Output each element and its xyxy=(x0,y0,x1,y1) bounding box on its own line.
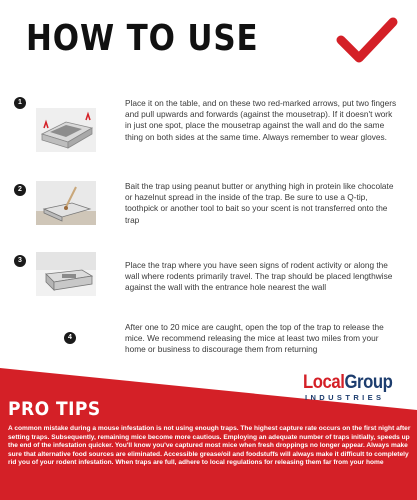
step-1-number-badge: 1 xyxy=(14,97,26,109)
company-logo xyxy=(303,372,413,402)
step-3-text: Place the trap where you have seen signs of rodent activity or along the wall where rodents primarily travel. The trap should be placed lengthwise against the wall with the entrance hole nearest the wall xyxy=(125,260,393,293)
step-2-text: Bait the trap using peanut butter or anything high in protein like chocolate or hazelnut spread in the inside of the trap. Be sure to use a Q-tip, toothpick or another tool to bait so your scent is not transferred onto the trap xyxy=(125,181,394,225)
step-2-number-badge: 2 xyxy=(14,184,26,196)
page-title: HOW TO USE xyxy=(26,18,259,59)
step-4-text: After one to 20 mice are caught, open the top of the trap to release the mice. We recommend releasing the mice at least two miles from your home or business to discourage them from returning xyxy=(125,322,384,355)
step-3-number-badge: 3 xyxy=(14,255,26,267)
step-1-text: Place it on the table, and on these two red-marked arrows, put two fingers and pull upwards and forwards (against the mousetrap). If it doesn't work in just one spot, place the mousetrap against the wall and do the same thing on both sides at the same time. Always remember to wear gloves. xyxy=(125,98,397,142)
step-4-number-badge: 4 xyxy=(64,332,76,344)
logo-subtitle: INDUSTRIES xyxy=(305,393,385,402)
logo-word-local: Local xyxy=(303,372,345,393)
pro-tips-text: A common mistake during a mouse infestation is not using enough traps. The highest capture rate occurs on the first night after setting traps. Subsequently, remaining mice become more cautious. Employing an adequate number of traps initially, speeds up the end of the infestation quicker. You'll know you've captured most mice when fresh droppings no longer appear. Always make sure that alternative food sources are eliminated. Accessible grease/oil and foodstuffs will always make it difficult to completely rid you of your rodent infestation. When traps are full, adhere to local regulations for releasing them far from your home xyxy=(8,425,411,467)
logo-word-group: Group xyxy=(344,372,393,393)
pro-tips-title: PRO TIPS xyxy=(8,398,101,420)
